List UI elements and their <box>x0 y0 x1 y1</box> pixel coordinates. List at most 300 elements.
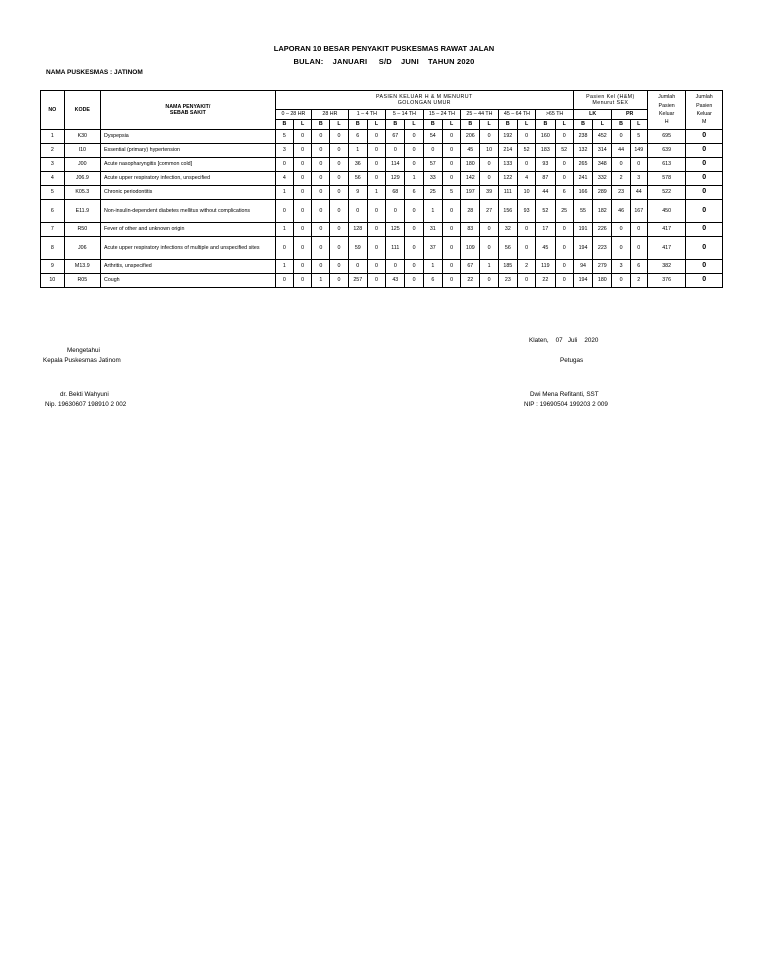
row-value-cell: 183 <box>536 144 555 158</box>
row-nama-penyakit: Non-insulin-dependent diabetes mellitus without complications <box>101 200 276 223</box>
row-value-cell: 332 <box>593 172 612 186</box>
row-value-cell: 0 <box>555 274 573 288</box>
row-value-cell: 45 <box>536 237 555 260</box>
row-value-cell: 289 <box>593 186 612 200</box>
row-value-cell: 0 <box>442 158 460 172</box>
row-value-cell: 0 <box>517 158 535 172</box>
row-value-cell: 125 <box>386 223 405 237</box>
row-value-cell: 59 <box>348 237 367 260</box>
header-total-h-line3: Keluar <box>658 111 675 117</box>
row-value-cell: 0 <box>312 237 330 260</box>
header-total-h <box>647 91 686 130</box>
row-value-cell: 0 <box>612 158 630 172</box>
row-value-cell: 111 <box>498 186 517 200</box>
row-value-cell: 0 <box>555 237 573 260</box>
row-value-cell: 185 <box>498 260 517 274</box>
header-l-6: L <box>517 120 535 130</box>
row-value-cell: 87 <box>536 172 555 186</box>
header-l-3: L <box>405 120 423 130</box>
row-value-cell: 0 <box>367 172 385 186</box>
row-value-cell: 0 <box>442 130 460 144</box>
header-l-2: L <box>367 120 385 130</box>
period-to: JUNI <box>401 57 419 66</box>
row-value-cell: 0 <box>442 144 460 158</box>
header-l-5: L <box>480 120 498 130</box>
row-value-cell: 44 <box>630 186 647 200</box>
row-value-cell: 4 <box>517 172 535 186</box>
row-value-cell: 160 <box>536 130 555 144</box>
row-value-cell: 0 <box>555 158 573 172</box>
header-total-h-line2: Pasien <box>658 102 675 109</box>
header-nama-penyakit <box>101 91 276 130</box>
header-age-group-line1: PASIEN KELUAR H & M MENURUT <box>375 93 473 100</box>
table-row <box>41 130 723 144</box>
row-value-cell: 4 <box>275 172 293 186</box>
row-value-cell: 0 <box>612 237 630 260</box>
row-value-cell: 194 <box>573 274 592 288</box>
row-value-cell: 0 <box>367 158 385 172</box>
report-title: LAPORAN 10 BESAR PENYAKIT PUSKESMAS RAWAT JALAN <box>273 44 495 53</box>
row-value-cell: 0 <box>330 237 348 260</box>
period-label: BULAN: <box>293 57 324 66</box>
row-value-cell: 23 <box>612 186 630 200</box>
row-value-cell: 133 <box>498 158 517 172</box>
row-value-cell: 0 <box>293 274 311 288</box>
row-value-cell: 1 <box>423 260 442 274</box>
date-day: 07 <box>555 337 563 344</box>
row-value-cell: 0 <box>386 144 405 158</box>
row-nama-penyakit: Dyspepsia <box>101 130 276 144</box>
row-value-cell: 226 <box>593 223 612 237</box>
row-value-cell: 32 <box>498 223 517 237</box>
row-value-cell: 0 <box>367 274 385 288</box>
period-separator: S/D <box>378 57 392 66</box>
row-value-cell: 241 <box>573 172 592 186</box>
row-total-m: 0 <box>686 130 723 144</box>
row-value-cell: 10 <box>517 186 535 200</box>
row-value-cell: 0 <box>293 144 311 158</box>
right-role: Petugas <box>560 357 584 364</box>
row-value-cell: 0 <box>405 158 423 172</box>
row-value-cell: 25 <box>555 200 573 223</box>
row-value-cell: 1 <box>405 172 423 186</box>
header-age-15-24th: 15 – 24 TH <box>423 110 461 120</box>
row-value-cell: 52 <box>536 200 555 223</box>
row-value-cell: 56 <box>498 237 517 260</box>
row-kode: K30 <box>64 130 100 144</box>
row-value-cell: 55 <box>573 200 592 223</box>
row-no: 5 <box>41 186 65 200</box>
row-value-cell: 0 <box>630 223 647 237</box>
table-row <box>41 237 723 260</box>
row-value-cell: 0 <box>330 274 348 288</box>
row-value-cell: 1 <box>312 274 330 288</box>
row-value-cell: 0 <box>442 223 460 237</box>
row-value-cell: 93 <box>536 158 555 172</box>
row-value-cell: 265 <box>573 158 592 172</box>
header-total-h-line4: H <box>664 119 669 126</box>
row-value-cell: 149 <box>630 144 647 158</box>
row-value-cell: 5 <box>442 186 460 200</box>
row-total-h: 382 <box>647 260 686 274</box>
row-value-cell: 197 <box>461 186 480 200</box>
row-value-cell: 0 <box>293 200 311 223</box>
header-nama-line2: SEBAB SAKIT <box>169 110 206 116</box>
row-value-cell: 0 <box>405 274 423 288</box>
row-value-cell: 6 <box>630 260 647 274</box>
header-l-4: L <box>442 120 460 130</box>
row-value-cell: 1 <box>275 260 293 274</box>
row-value-cell: 45 <box>461 144 480 158</box>
row-no: 4 <box>41 172 65 186</box>
row-value-cell: 114 <box>386 158 405 172</box>
row-total-h: 522 <box>647 186 686 200</box>
row-nama-penyakit: Acute nasopharyngitis [common cold] <box>101 158 276 172</box>
row-value-cell: 0 <box>442 172 460 186</box>
row-total-h: 613 <box>647 158 686 172</box>
header-age-65th: >65 TH <box>536 110 574 120</box>
row-value-cell: 0 <box>517 237 535 260</box>
row-value-cell: 83 <box>461 223 480 237</box>
date-month: Juli <box>567 337 578 344</box>
row-value-cell: 2 <box>612 172 630 186</box>
row-value-cell: 192 <box>498 130 517 144</box>
row-value-cell: 5 <box>275 130 293 144</box>
row-value-cell: 0 <box>630 158 647 172</box>
header-b-1: B <box>312 120 330 130</box>
header-sex-pr: PR <box>612 110 647 120</box>
row-value-cell: 0 <box>612 274 630 288</box>
row-value-cell: 0 <box>405 144 423 158</box>
header-sex-group-line2: Menurut SEX <box>592 100 629 106</box>
row-nama-penyakit: Acute upper respiratory infection, unspecified <box>101 172 276 186</box>
row-value-cell: 1 <box>480 260 498 274</box>
row-value-cell: 0 <box>367 223 385 237</box>
row-value-cell: 0 <box>275 158 293 172</box>
row-value-cell: 31 <box>423 223 442 237</box>
row-value-cell: 156 <box>498 200 517 223</box>
header-b-6: B <box>498 120 517 130</box>
row-value-cell: 0 <box>293 223 311 237</box>
row-value-cell: 3 <box>275 144 293 158</box>
row-value-cell: 0 <box>330 144 348 158</box>
row-total-h: 639 <box>647 144 686 158</box>
row-value-cell: 3 <box>630 172 647 186</box>
row-total-m: 0 <box>686 260 723 274</box>
report-date <box>529 337 598 344</box>
period-year: TAHUN 2020 <box>428 57 475 66</box>
header-age-28hr: 28 HR <box>312 110 348 120</box>
header-total-m-line4: M <box>702 119 707 126</box>
row-kode: E11.9 <box>64 200 100 223</box>
row-value-cell: 0 <box>312 260 330 274</box>
row-value-cell: 0 <box>555 260 573 274</box>
row-value-cell: 0 <box>442 260 460 274</box>
row-value-cell: 142 <box>461 172 480 186</box>
row-value-cell: 191 <box>573 223 592 237</box>
row-value-cell: 10 <box>480 144 498 158</box>
row-value-cell: 122 <box>498 172 517 186</box>
header-age-0-28hr: 0 – 28 HR <box>275 110 311 120</box>
row-value-cell: 0 <box>312 200 330 223</box>
date-place: Klaten, <box>529 337 549 344</box>
header-l-9: L <box>630 120 647 130</box>
row-value-cell: 223 <box>593 237 612 260</box>
header-age-25-44th: 25 – 44 TH <box>461 110 499 120</box>
row-kode: M13.9 <box>64 260 100 274</box>
row-value-cell: 0 <box>405 237 423 260</box>
row-value-cell: 0 <box>312 186 330 200</box>
row-kode: J00 <box>64 158 100 172</box>
row-value-cell: 33 <box>423 172 442 186</box>
row-total-m: 0 <box>686 237 723 260</box>
row-value-cell: 0 <box>555 223 573 237</box>
row-value-cell: 52 <box>517 144 535 158</box>
row-value-cell: 0 <box>480 172 498 186</box>
row-value-cell: 128 <box>348 223 367 237</box>
puskesmas-name: NAMA PUSKESMAS : JATINOM <box>46 69 143 76</box>
row-value-cell: 93 <box>517 200 535 223</box>
table-row <box>41 260 723 274</box>
row-value-cell: 0 <box>275 200 293 223</box>
period-from: JANUARI <box>332 57 368 66</box>
row-kode: J06 <box>64 237 100 260</box>
row-kode: R05 <box>64 274 100 288</box>
row-value-cell: 0 <box>312 130 330 144</box>
row-total-m: 0 <box>686 172 723 186</box>
row-total-m: 0 <box>686 274 723 288</box>
row-value-cell: 2 <box>517 260 535 274</box>
header-no: NO <box>41 91 65 130</box>
header-l-0: L <box>293 120 311 130</box>
left-signer-name: dr. Bekti Wahyuni <box>60 391 109 398</box>
row-value-cell: 0 <box>386 200 405 223</box>
row-kode: J06.9 <box>64 172 100 186</box>
row-value-cell: 0 <box>480 274 498 288</box>
row-value-cell: 257 <box>348 274 367 288</box>
row-value-cell: 25 <box>423 186 442 200</box>
row-value-cell: 314 <box>593 144 612 158</box>
row-nama-penyakit: Cough <box>101 274 276 288</box>
row-value-cell: 39 <box>480 186 498 200</box>
row-value-cell: 0 <box>480 158 498 172</box>
left-role-2: Kepala Puskesmas Jatinom <box>43 357 121 364</box>
row-total-m: 0 <box>686 144 723 158</box>
row-value-cell: 0 <box>612 223 630 237</box>
date-year: 2020 <box>584 337 599 344</box>
row-value-cell: 0 <box>330 186 348 200</box>
header-b-2: B <box>348 120 367 130</box>
header-b-8: B <box>573 120 592 130</box>
row-value-cell: 0 <box>386 260 405 274</box>
row-value-cell: 2 <box>630 274 647 288</box>
table-row <box>41 144 723 158</box>
report-period <box>0 57 768 66</box>
row-value-cell: 0 <box>348 260 367 274</box>
row-value-cell: 129 <box>386 172 405 186</box>
row-no: 8 <box>41 237 65 260</box>
row-value-cell: 6 <box>348 130 367 144</box>
row-no: 1 <box>41 130 65 144</box>
header-total-m <box>686 91 723 130</box>
row-value-cell: 0 <box>330 200 348 223</box>
row-total-m: 0 <box>686 158 723 172</box>
row-value-cell: 0 <box>612 130 630 144</box>
header-sex-lk: LK <box>573 110 612 120</box>
left-role-1: Mengetahui <box>67 347 100 354</box>
row-value-cell: 167 <box>630 200 647 223</box>
row-value-cell: 279 <box>593 260 612 274</box>
row-value-cell: 0 <box>442 237 460 260</box>
row-value-cell: 119 <box>536 260 555 274</box>
row-value-cell: 132 <box>573 144 592 158</box>
row-value-cell: 1 <box>367 186 385 200</box>
row-value-cell: 214 <box>498 144 517 158</box>
row-value-cell: 0 <box>330 260 348 274</box>
row-value-cell: 0 <box>480 237 498 260</box>
header-total-h-line1: Jumlah <box>658 94 676 101</box>
header-b-3: B <box>386 120 405 130</box>
row-value-cell: 452 <box>593 130 612 144</box>
row-value-cell: 37 <box>423 237 442 260</box>
row-value-cell: 0 <box>275 237 293 260</box>
header-age-group <box>275 91 573 110</box>
row-total-m: 0 <box>686 200 723 223</box>
row-value-cell: 3 <box>612 260 630 274</box>
left-signer-nip: Nip. 19630607 198910 2 002 <box>45 401 127 408</box>
header-l-7: L <box>555 120 573 130</box>
row-value-cell: 182 <box>593 200 612 223</box>
row-no: 10 <box>41 274 65 288</box>
row-value-cell: 0 <box>423 144 442 158</box>
row-value-cell: 348 <box>593 158 612 172</box>
row-value-cell: 166 <box>573 186 592 200</box>
table-row <box>41 274 723 288</box>
row-value-cell: 0 <box>367 237 385 260</box>
header-age-5-14th: 5 – 14 TH <box>386 110 424 120</box>
row-value-cell: 67 <box>386 130 405 144</box>
row-total-h: 376 <box>647 274 686 288</box>
row-value-cell: 180 <box>593 274 612 288</box>
row-value-cell: 0 <box>293 186 311 200</box>
row-total-h: 417 <box>647 237 686 260</box>
disease-table <box>40 90 723 288</box>
row-value-cell: 0 <box>330 172 348 186</box>
row-value-cell: 0 <box>442 274 460 288</box>
row-total-h: 450 <box>647 200 686 223</box>
row-value-cell: 56 <box>348 172 367 186</box>
row-value-cell: 0 <box>330 158 348 172</box>
row-value-cell: 52 <box>555 144 573 158</box>
row-value-cell: 238 <box>573 130 592 144</box>
row-value-cell: 0 <box>517 274 535 288</box>
row-value-cell: 57 <box>423 158 442 172</box>
row-value-cell: 0 <box>293 237 311 260</box>
row-value-cell: 0 <box>517 130 535 144</box>
row-value-cell: 94 <box>573 260 592 274</box>
row-value-cell: 22 <box>536 274 555 288</box>
row-value-cell: 0 <box>293 130 311 144</box>
row-value-cell: 0 <box>405 130 423 144</box>
row-value-cell: 0 <box>442 200 460 223</box>
header-l-8: L <box>593 120 612 130</box>
row-value-cell: 1 <box>348 144 367 158</box>
row-value-cell: 0 <box>312 172 330 186</box>
row-kode: R50 <box>64 223 100 237</box>
row-value-cell: 46 <box>612 200 630 223</box>
header-b-4: B <box>423 120 442 130</box>
row-value-cell: 0 <box>330 223 348 237</box>
row-value-cell: 206 <box>461 130 480 144</box>
right-signer-nip: NIP : 19690504 199203 2 009 <box>524 401 608 408</box>
header-age-group-line2: GOLONGAN UMUR <box>397 100 451 106</box>
row-value-cell: 5 <box>630 130 647 144</box>
row-value-cell: 27 <box>480 200 498 223</box>
table-row <box>41 223 723 237</box>
header-age-1-4th: 1 – 4 TH <box>348 110 386 120</box>
header-kode: KODE <box>64 91 100 130</box>
right-signer-name: Dwi Mena Refitanti, SST <box>530 391 599 398</box>
row-value-cell: 0 <box>367 200 385 223</box>
row-value-cell: 22 <box>461 274 480 288</box>
row-value-cell: 0 <box>555 172 573 186</box>
header-b-7: B <box>536 120 555 130</box>
row-total-h: 417 <box>647 223 686 237</box>
table-row <box>41 200 723 223</box>
row-value-cell: 0 <box>367 260 385 274</box>
row-total-h: 578 <box>647 172 686 186</box>
row-no: 7 <box>41 223 65 237</box>
header-total-m-line3: Keluar <box>696 111 712 117</box>
row-value-cell: 1 <box>275 186 293 200</box>
row-value-cell: 0 <box>405 260 423 274</box>
header-total-m-line2: Pasien <box>696 102 713 109</box>
row-total-m: 0 <box>686 223 723 237</box>
row-value-cell: 0 <box>367 144 385 158</box>
header-total-m-line1: Jumlah <box>695 94 713 101</box>
row-value-cell: 0 <box>293 158 311 172</box>
row-value-cell: 0 <box>480 130 498 144</box>
row-value-cell: 54 <box>423 130 442 144</box>
row-no: 3 <box>41 158 65 172</box>
row-value-cell: 109 <box>461 237 480 260</box>
row-value-cell: 9 <box>348 186 367 200</box>
row-value-cell: 6 <box>405 186 423 200</box>
row-value-cell: 6 <box>423 274 442 288</box>
header-l-1: L <box>330 120 348 130</box>
row-value-cell: 0 <box>312 223 330 237</box>
row-no: 9 <box>41 260 65 274</box>
row-value-cell: 28 <box>461 200 480 223</box>
row-value-cell: 44 <box>536 186 555 200</box>
row-value-cell: 0 <box>312 144 330 158</box>
table-row <box>41 172 723 186</box>
header-sex-group <box>573 91 647 110</box>
table-row <box>41 158 723 172</box>
row-value-cell: 111 <box>386 237 405 260</box>
row-nama-penyakit: Arthritis, unspecified <box>101 260 276 274</box>
row-nama-penyakit: Essential (primary) hypertension <box>101 144 276 158</box>
row-kode: K05.3 <box>64 186 100 200</box>
row-value-cell: 0 <box>405 223 423 237</box>
row-no: 2 <box>41 144 65 158</box>
row-value-cell: 180 <box>461 158 480 172</box>
row-value-cell: 0 <box>630 237 647 260</box>
header-nama-line1: NAMA PENYAKIT/ <box>165 103 211 110</box>
row-value-cell: 44 <box>612 144 630 158</box>
row-nama-penyakit: Fever of other and unknown origin <box>101 223 276 237</box>
row-value-cell: 0 <box>367 130 385 144</box>
